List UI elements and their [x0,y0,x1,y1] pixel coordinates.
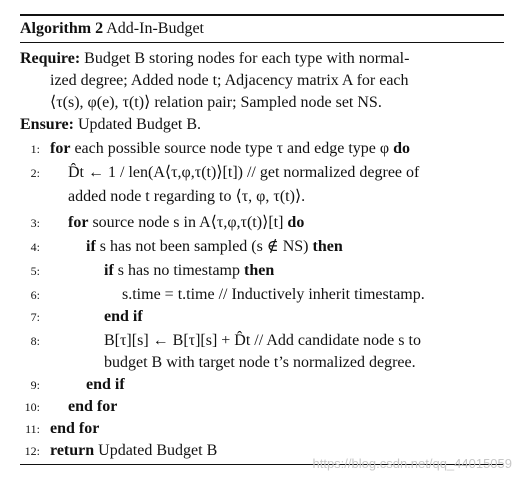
step-text: B[τ][s] ← B[τ][s] + D̂t // Add candidate node s to [104,332,421,349]
algorithm-box [20,4,504,464]
step-text: s.time = t.time // Inductively inherit timestamp. [122,286,425,303]
line-number: 12: [24,444,40,458]
require-line-1 [20,48,409,70]
require-text-1: Budget B storing nodes for each type with normal- [84,50,410,67]
algorithm-name: Add-In-Budget [106,20,204,37]
step-text: added node t regarding to ⟨τ, φ, τ(t)⟩. [68,188,306,205]
line-number: 4: [30,240,40,254]
ensure-label: Ensure: [20,116,74,133]
ensure-line [20,114,201,136]
algorithm-label: Algorithm 2 [20,20,104,37]
step-text: if s has not been sampled (s ∉ NS) then [86,238,343,255]
step-text: end if [86,376,125,393]
step-text: return Updated Budget B [50,442,218,459]
line-number: 9: [30,378,40,392]
step-text: D̂t ← 1 / len(A⟨τ,φ,τ(t)⟩[t]) // get normalized degree of [68,164,420,181]
require-label: Require: [20,50,81,67]
step-text: for source node s in A⟨τ,φ,τ(t)⟩[t] do [68,214,305,231]
ensure-text: Updated Budget B. [77,116,202,133]
step-text: end for [68,398,118,415]
line-number: 11: [25,422,40,436]
require-line-3: ⟨τ(s), φ(e), τ(t)⟩ relation pair; Sampled node set NS. [50,94,382,111]
require-line-2: ized degree; Added node t; Adjacency matrix A for each [50,72,409,89]
step-text: budget B with target node t’s normalized degree. [104,354,416,371]
step-text: for each possible source node type τ and edge type φ do [50,140,411,157]
step-text: if s has no timestamp then [104,262,275,279]
line-number: 3: [30,216,40,230]
watermark: https://blog.csdn.net/qq_44015059 [312,456,512,471]
algorithm-title [20,18,204,40]
top-rule [20,14,504,16]
line-number: 8: [30,334,40,348]
line-number: 7: [30,310,40,324]
line-number: 5: [30,264,40,278]
line-number: 2: [30,166,40,180]
line-number: 6: [30,288,40,302]
step-text: end if [104,308,143,325]
step-text: end for [50,420,100,437]
line-number: 10: [24,400,40,414]
line-number: 1: [30,142,40,156]
title-rule [20,42,504,43]
